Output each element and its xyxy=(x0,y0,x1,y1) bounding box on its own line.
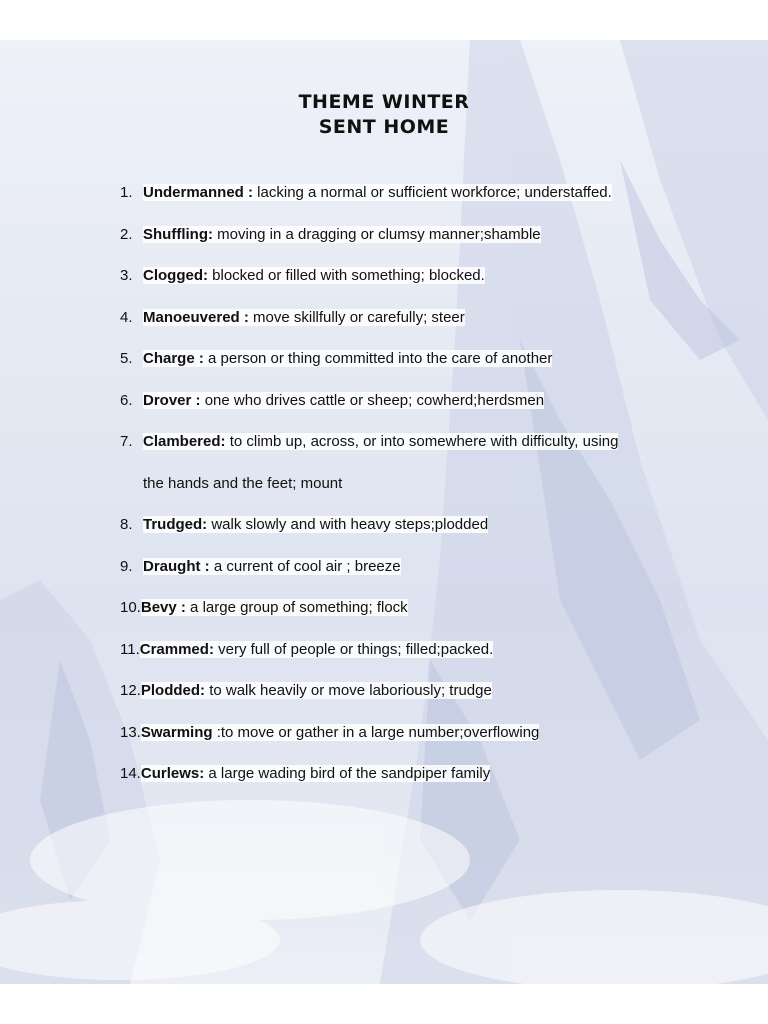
list-item xyxy=(120,515,740,557)
item-number: 8. xyxy=(120,516,133,533)
item-number: 13. xyxy=(120,723,141,741)
list-item xyxy=(120,764,740,806)
item-number: 10. xyxy=(120,599,141,616)
list-item xyxy=(120,723,740,765)
item-term: Swarming xyxy=(140,723,213,741)
item-definition: one who drives cattle or sheep; cowherd;herdsmen xyxy=(200,391,545,409)
list-item xyxy=(120,225,740,267)
item-definition: walk slowly and with heavy steps;plodded xyxy=(207,516,489,533)
item-definition: :to move or gather in a large number;overflowing xyxy=(212,723,540,741)
item-definition: lacking a normal or sufficient workforce; understaffed. xyxy=(253,184,612,201)
item-term: Undermanned : xyxy=(143,184,254,201)
document-page xyxy=(0,40,768,984)
item-number: 5. xyxy=(120,350,133,367)
item-term: Charge : xyxy=(143,350,204,367)
item-definition: blocked or filled with something; blocked. xyxy=(208,267,485,284)
list-item xyxy=(120,640,740,682)
list-item xyxy=(120,183,740,225)
item-term: Shuffling: xyxy=(143,225,213,243)
item-term: Drover : xyxy=(143,391,201,409)
list-item xyxy=(120,681,740,723)
title-line-chapter: SENT HOME xyxy=(318,116,450,138)
item-term: Manoeuvered : xyxy=(143,308,249,326)
document-title xyxy=(0,90,768,140)
list-item xyxy=(120,308,740,350)
item-number: 11. xyxy=(120,640,140,658)
item-definition: a current of cool air ; breeze xyxy=(209,557,401,575)
item-term: Trudged: xyxy=(143,516,208,533)
item-definition: a large wading bird of the sandpiper family xyxy=(204,765,491,782)
item-definition-continued: the hands and the feet; mount xyxy=(143,475,343,492)
item-definition: a person or thing committed into the care of another xyxy=(203,350,553,367)
item-definition: to walk heavily or move laboriously; trudge xyxy=(205,682,492,699)
item-term: Bevy : xyxy=(140,599,186,616)
item-term: Clogged: xyxy=(143,267,208,284)
title-line-theme: THEME WINTER xyxy=(298,91,470,113)
item-term: Curlews: xyxy=(140,765,205,782)
item-definition: to climb up, across, or into somewhere with difficulty, using xyxy=(225,433,619,450)
item-number: 1. xyxy=(120,184,133,201)
list-item xyxy=(120,349,740,391)
list-item xyxy=(120,598,740,640)
item-term: Crammed: xyxy=(139,640,214,658)
item-number: 12. xyxy=(120,682,141,699)
item-number: 2. xyxy=(120,225,133,243)
item-definition: very full of people or things; filled;packed. xyxy=(213,640,494,658)
item-definition: a large group of something; flock xyxy=(185,599,408,616)
item-number: 7. xyxy=(120,433,133,450)
item-number: 6. xyxy=(120,391,133,409)
item-number: 14. xyxy=(120,765,141,782)
vocabulary-list xyxy=(120,183,740,806)
item-term: Plodded: xyxy=(140,682,206,699)
item-definition: move skillfully or carefully; steer xyxy=(248,308,465,326)
item-term: Draught : xyxy=(143,557,210,575)
item-number: 9. xyxy=(120,557,133,575)
list-item xyxy=(120,266,740,308)
item-number: 3. xyxy=(120,267,133,284)
list-item xyxy=(120,391,740,433)
item-term: Clambered: xyxy=(143,433,226,450)
list-item xyxy=(120,432,740,515)
list-item xyxy=(120,557,740,599)
item-definition: moving in a dragging or clumsy manner;shamble xyxy=(212,225,541,243)
item-number: 4. xyxy=(120,308,133,326)
